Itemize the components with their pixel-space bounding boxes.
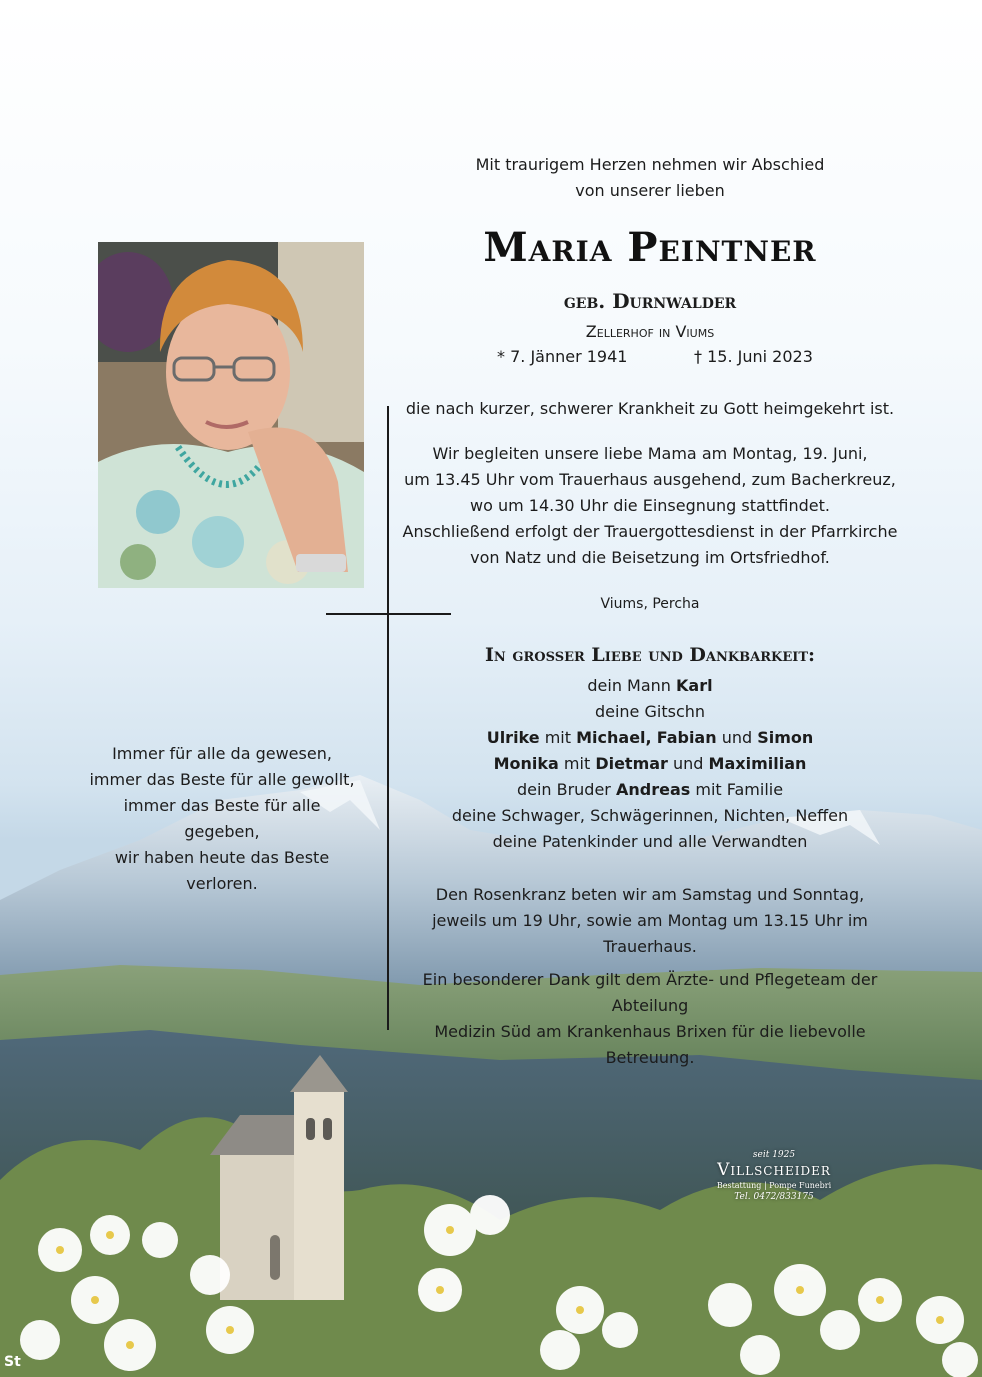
rosary-info: [398, 882, 902, 960]
undertaker-subtitle: Bestattung | Pompe Funebri: [716, 1181, 832, 1190]
birth-date: * 7. Jänner 1941: [497, 347, 628, 366]
mourner-line: deine Patenkinder und alle Verwandten: [492, 832, 808, 851]
intro-text: [398, 152, 902, 204]
poem-line: immer das Beste für alle gegeben,: [123, 796, 321, 841]
mourner-line: Ulrike mit Michael, Fabian und Simon: [486, 728, 814, 747]
mourner-line: dein Mann Karl: [587, 676, 713, 695]
intro-line: Mit traurigem Herzen nehmen wir Abschied: [475, 155, 825, 174]
mourner-line: deine Gitschn: [594, 702, 706, 721]
lead-text: die nach kurzer, schwerer Krankheit zu Gott heimgekehrt ist.: [405, 399, 895, 418]
memorial-poem: [84, 741, 360, 897]
funeral-details: [398, 441, 902, 571]
portrait-photo: [98, 242, 364, 588]
poem-line: wir haben heute das Beste verloren.: [114, 848, 330, 893]
funeral-line: Anschließend erfolgt der Trauergottesdienst in der Pfarrkirche: [402, 522, 898, 541]
residence: Zellerhof in Viums: [585, 322, 715, 341]
rosary-line: jeweils um 19 Uhr, sowie am Montag um 13.15 Uhr im Trauerhaus.: [432, 911, 868, 956]
mourner-line: Monika mit Dietmar und Maximilian: [493, 754, 807, 773]
mourner-line: dein Bruder Andreas mit Familie: [516, 780, 784, 799]
death-date: † 15. Juni 2023: [694, 347, 813, 366]
thanks-line: Ein besonderer Dank gilt dem Ärzte- und Pflegeteam der Abteilung: [422, 970, 878, 1015]
gratitude-heading: In großer Liebe und Dankbarkeit:: [485, 644, 815, 666]
undertaker-phone: Tel. 0472/833175: [734, 1192, 814, 1202]
funeral-line: um 13.45 Uhr vom Trauerhaus ausgehend, zum Bacherkreuz,: [404, 470, 896, 489]
undertaker-since: seit 1925: [752, 1150, 796, 1160]
funeral-line: von Natz und die Beisetzung im Ortsfriedhof.: [470, 548, 830, 567]
funeral-line: wo um 14.30 Uhr die Einsegnung stattfindet.: [470, 496, 830, 515]
maiden-name: geb. Durnwalder: [563, 289, 737, 313]
intro-line: von unserer lieben: [575, 181, 725, 200]
thanks-line: Medizin Süd am Krankenhaus Brixen für die liebevolle Betreuung.: [434, 1022, 866, 1067]
mourner-line: deine Schwager, Schwägerinnen, Nichten, Neffen: [451, 806, 849, 825]
poem-line: immer das Beste für alle gewollt,: [89, 770, 355, 789]
rosary-line: Den Rosenkranz beten wir am Samstag und Sonntag,: [435, 885, 865, 904]
mourners-list: [398, 673, 902, 855]
deceased-name: Maria Peintner: [483, 224, 817, 271]
places: Viums, Percha: [600, 596, 700, 612]
thanks-text: [398, 967, 902, 1071]
undertaker-logo: [706, 1150, 842, 1202]
undertaker-name: Villscheider: [717, 1160, 831, 1180]
cross-vertical-bar: [387, 406, 389, 1030]
corner-watermark: St: [4, 1354, 21, 1370]
funeral-line: Wir begleiten unsere liebe Mama am Montag, 19. Juni,: [432, 444, 868, 463]
poem-line: Immer für alle da gewesen,: [112, 744, 332, 763]
cross-horizontal-bar: [326, 613, 451, 615]
